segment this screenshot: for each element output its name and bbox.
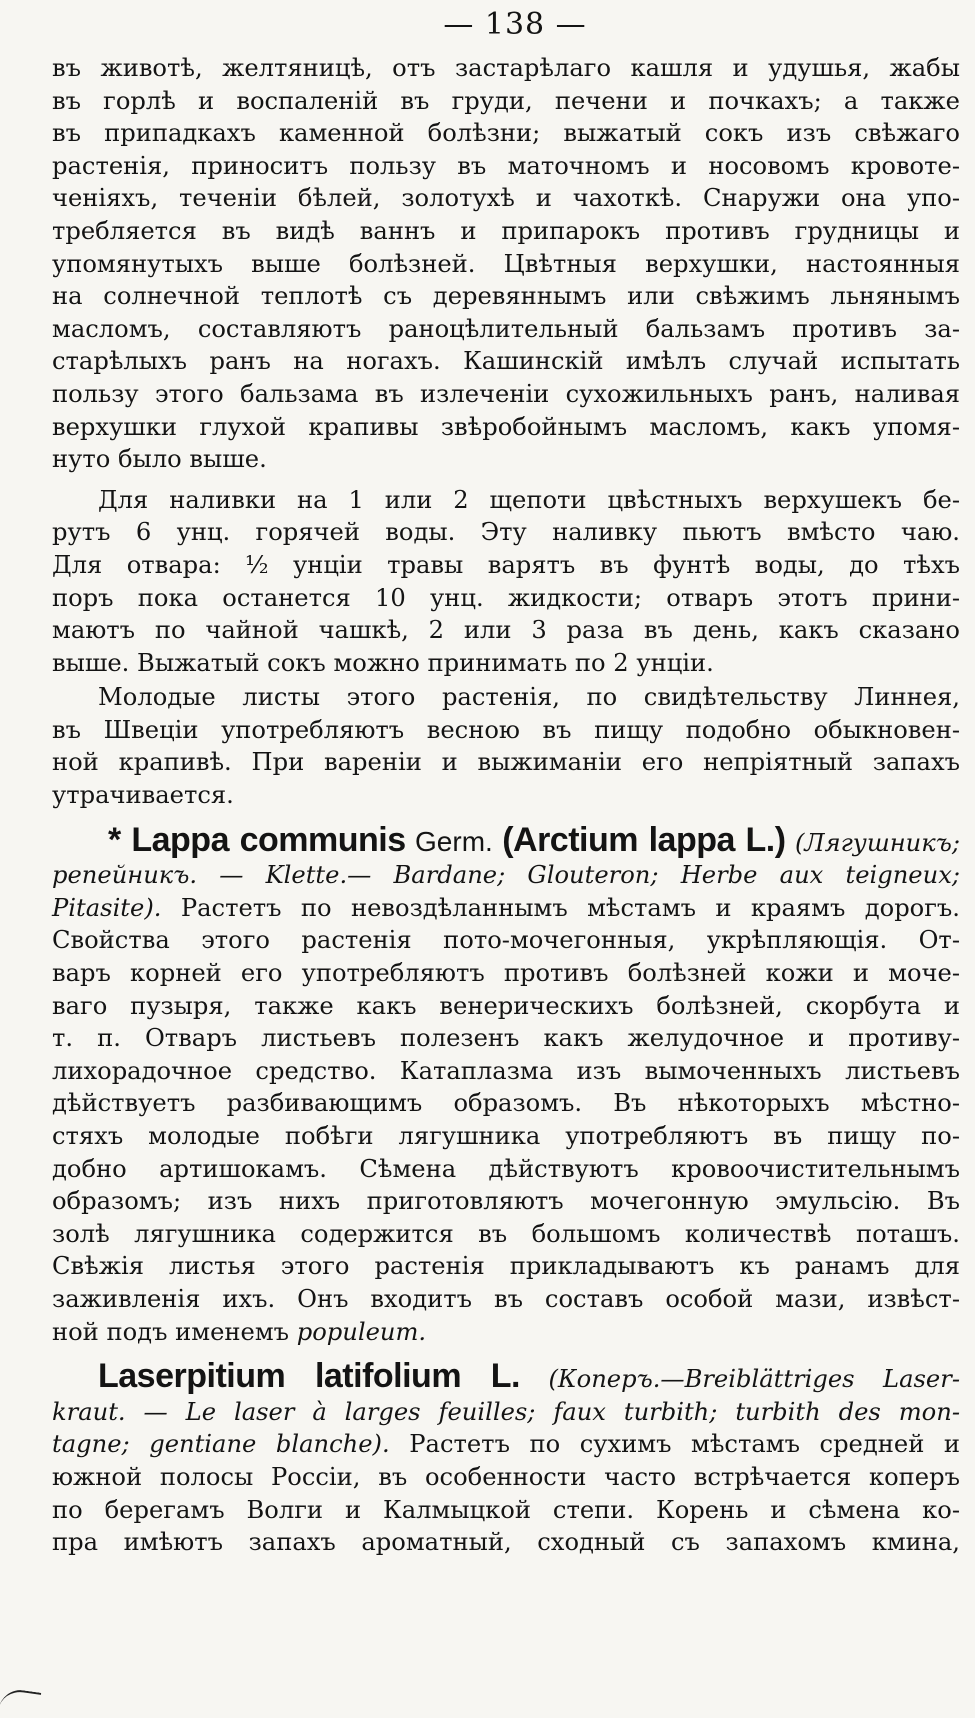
laser-title-line — [52, 1357, 960, 1396]
lappa-names-3-text: Растетъ по невоздѣланнымъ мѣстамъ и краямъ дорогъ. — [180, 893, 960, 922]
text-line: Молодые листы этого растенія, по свидѣтельству Линнея, — [98, 683, 960, 712]
text-line: въ припадкахъ каменной болѣзни; выжатый сокъ изъ свѣжаго — [52, 119, 960, 148]
text-line: южной полосы Россіи, въ особенности часто встрѣчается коперъ — [52, 1462, 960, 1491]
text-line: Свѣжія листья этого растенія прикладываютъ къ ранамъ для — [52, 1252, 960, 1281]
text-line: старѣлыхъ ранъ на ногахъ. Кашинскій имѣлъ случай испытать — [52, 347, 960, 376]
laser-names-3 — [52, 1428, 960, 1461]
text-line: Для отвара: ½ унціи травы варятъ въ фунтѣ воды, до тѣхъ — [52, 550, 960, 579]
scan-corner-mark — [0, 1687, 41, 1714]
paragraph-2 — [52, 484, 960, 680]
text-line: ваго пузыря, также какъ венерическихъ болѣзней, скорбута и — [52, 991, 960, 1020]
text-line: Для наливки на 1 или 2 щепоти цвѣстныхъ верхушекъ бе- — [98, 485, 960, 514]
lappa-names-2: репейникъ. — Klette.— Bardane; Glouteron; Herbe aux teigneux; — [52, 861, 960, 890]
lappa-names-1: (Лягушникъ; — [794, 828, 960, 857]
text-line: золѣ лягушника содержится въ большомъ количествѣ поташъ. — [52, 1219, 960, 1248]
text-line: поръ пока останется 10 унц. жидкости; отваръ этотъ прини- — [52, 583, 960, 612]
text-line: въ животѣ, желтяницѣ, отъ застарѣлаго кашля и удушья, жабы — [52, 54, 960, 82]
text-line: лихорадочное средство. Катаплазма изъ вымоченныхъ листьевъ — [52, 1056, 960, 1085]
laser-names-1: (Коперъ.—Breiblättriges Laser- — [548, 1365, 960, 1394]
text-line: маютъ по чайной чашкѣ, 2 или 3 раза въ день, какъ сказано — [52, 616, 960, 645]
text-line: Свойства этого растенія пото-мочегонныя, укрѣпляющія. От- — [52, 926, 960, 955]
text-line: упомянутыхъ выше болѣзней. Цвѣтныя верхушки, настоянныя — [52, 249, 960, 278]
text-line: выше. Выжатый сокъ можно принимать по 2 унціи. — [52, 648, 714, 677]
lappa-last-line — [52, 1316, 960, 1349]
text-line: пользу этого бальзама въ излеченіи сухожильныхъ ранъ, наливая — [52, 379, 960, 408]
text-line: дѣйствуетъ разбивающимъ образомъ. Въ нѣкоторыхъ мѣстно- — [52, 1089, 960, 1118]
text-line: рутъ 6 унц. горячей воды. Эту наливку пьютъ вмѣсто чаю. — [52, 518, 960, 547]
paragraph-3 — [52, 681, 960, 811]
text-line: масломъ, составляютъ раноцѣлительный бальзамъ противъ за- — [52, 314, 960, 343]
text-line: образомъ; изъ нихъ приготовляютъ мочегонную эмульсію. Въ — [52, 1187, 960, 1216]
laser-names-3-italic: tagne; gentiane blanche). — [52, 1430, 390, 1459]
laser-body — [52, 1461, 960, 1559]
text-line: на солнечной теплотѣ съ деревяннымъ или свѣжимъ льнянымъ — [52, 282, 960, 311]
lappa-germ: Germ. — [415, 825, 493, 857]
laser-title: Laserpitium latifolium L. — [98, 1357, 521, 1396]
text-line: пра имѣютъ запахъ ароматный, сходный съ запахомъ кмина, — [52, 1528, 960, 1557]
text-line: растенія, приноситъ пользу въ маточномъ и носовомъ кровоте- — [52, 151, 960, 180]
text-line: т. п. Отваръ листьевъ полезенъ какъ желудочное и противу- — [52, 1024, 960, 1053]
lappa-names-3-italic: Pitasite). — [52, 893, 162, 922]
text-line: варъ корней его употребляютъ противъ болѣзней кожи и моче- — [52, 959, 960, 988]
text-line: стяхъ молодые побѣги лягушника употребляютъ въ пищу по- — [52, 1122, 960, 1150]
paragraph-1 — [52, 52, 960, 476]
text-line: заживленія ихъ. Онъ входитъ въ составъ особой мази, извѣст- — [52, 1284, 960, 1313]
entry-laserpitium — [52, 1357, 960, 1559]
text-line: верхушки глухой крапивы звѣробойнымъ масломъ, какъ упомя- — [52, 412, 960, 441]
text-line: требляется въ видѣ ваннъ и припарокъ противъ грудницы и — [52, 216, 960, 245]
lappa-last-text: ной подъ именемъ — [52, 1317, 290, 1346]
text-line: въ горлѣ и воспаленій въ груди, печени и почкахъ; а также — [52, 86, 960, 115]
text-line: утрачивается. — [52, 781, 234, 810]
lappa-title: * Lappa communis — [108, 820, 406, 859]
lappa-last-italic: populeum. — [296, 1317, 427, 1346]
text-line: ной крапивѣ. При вареніи и выжиманіи его непріятный запахъ — [52, 748, 960, 777]
text-line: нуто было выше. — [52, 445, 267, 474]
laser-names-3-text: Растетъ по сухимъ мѣстамъ средней и — [409, 1430, 960, 1459]
laser-names-2: kraut. — Le laser à larges feuilles; faux turbith; turbith des mon- — [52, 1397, 960, 1426]
lappa-names-3 — [52, 892, 960, 925]
lappa-title-line — [52, 820, 960, 860]
text-line: добно артишокамъ. Сѣмена дѣйствуютъ кровоочистительнымъ — [52, 1154, 960, 1183]
lappa-synonym: (Arctium lappa L.) — [502, 820, 786, 859]
text-line: по берегамъ Волги и Калмыцкой степи. Корень и сѣмена ко- — [52, 1495, 960, 1524]
entry-lappa — [52, 820, 960, 1349]
book-page — [52, 0, 960, 1559]
text-line: въ Швеціи употребляютъ весною въ пищу подобно обыкновен- — [52, 715, 960, 744]
text-line: ченіяхъ, теченіи бѣлей, золотухѣ и чахоткѣ. Снаружи она упо- — [52, 184, 960, 213]
lappa-body — [52, 924, 960, 1315]
page-number: — 138 — — [443, 7, 587, 42]
